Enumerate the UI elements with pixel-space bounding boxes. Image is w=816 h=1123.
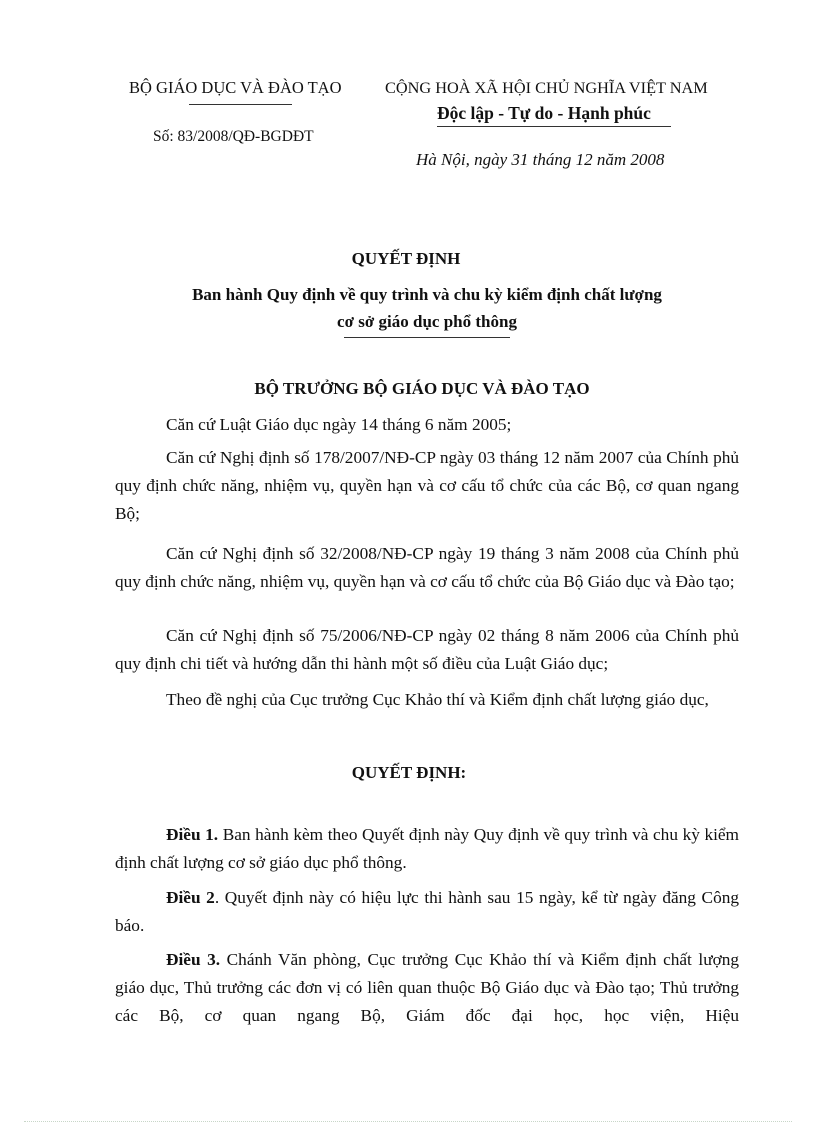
motto-underline [437, 126, 671, 127]
ministry-underline [189, 104, 292, 105]
document-number: Số: 83/2008/QĐ-BGDĐT [153, 128, 314, 145]
article-3-text: Chánh Văn phòng, Cục trưởng Cục Khảo thí và Kiểm định chất lượng giáo dục, Thủ trưởng các đơn vị có liên quan thuộc Bộ Giáo dục và Đào tạo; Thủ trưởng các Bộ, cơ quan ngang Bộ, Giám đốc đại học, học viện, Hiệu [115, 950, 740, 1025]
article-2-label: Điều 2 [166, 888, 215, 907]
article-1-text: Ban hành kèm theo Quyết định này Quy định về quy trình và chu kỳ kiểm định chất lượng cơ sở giáo dục phổ thông. [115, 825, 740, 872]
decision-heading: QUYẾT ĐỊNH: [351, 763, 467, 782]
page-bottom-border [24, 1121, 792, 1122]
preamble-paragraph: Căn cứ Luật Giáo dục ngày 14 tháng 6 năm 2005; [166, 415, 512, 434]
country-name: CỘNG HOÀ XÃ HỘI CHỦ NGHĨA VIỆT NAM [385, 78, 708, 97]
article-3 [115, 946, 739, 1030]
ministry-name: BỘ GIÁO DỤC VÀ ĐÀO TẠO [129, 78, 342, 97]
place-and-date: Hà Nội, ngày 31 tháng 12 năm 2008 [416, 150, 665, 169]
title-underline [344, 337, 510, 338]
issuing-authority: BỘ TRƯỞNG BỘ GIÁO DỤC VÀ ĐÀO TẠO [254, 379, 590, 398]
preamble-paragraph: Theo đề nghị của Cục trưởng Cục Khảo thí và Kiểm định chất lượng giáo dục, [166, 690, 709, 709]
article-2 [115, 884, 739, 940]
preamble-paragraph: Căn cứ Nghị định số 75/2006/NĐ-CP ngày 02 tháng 8 năm 2006 của Chính phủ quy định chi tiết và hướng dẫn thi hành một số điều của Luật Giáo dục; [115, 626, 739, 673]
article-1-label: Điều 1. [166, 825, 219, 844]
article-3-label: Điều 3. [166, 950, 221, 969]
national-motto: Độc lập - Tự do - Hạnh phúc [437, 103, 651, 123]
document-subtitle-line1: Ban hành Quy định về quy trình và chu kỳ kiểm định chất lượng [192, 285, 662, 304]
article-1 [115, 821, 739, 877]
article-2-text: . Quyết định này có hiệu lực thi hành sau 15 ngày, kể từ ngày đăng Công báo. [115, 888, 739, 935]
preamble-paragraph: Căn cứ Nghị định số 32/2008/NĐ-CP ngày 19 tháng 3 năm 2008 của Chính phủ quy định chức năng, nhiệm vụ, quyền hạn và cơ cấu tổ chức của Bộ Giáo dục và Đào tạo; [115, 544, 739, 591]
preamble-paragraph: Căn cứ Nghị định số 178/2007/NĐ-CP ngày 03 tháng 12 năm 2007 của Chính phủ quy định chức năng, nhiệm vụ, quyền hạn và cơ cấu tổ chức của các Bộ, cơ quan ngang Bộ; [115, 448, 739, 523]
document-subtitle-line2: cơ sở giáo dục phổ thông [337, 312, 517, 331]
document-title: QUYẾT ĐỊNH [351, 249, 461, 268]
